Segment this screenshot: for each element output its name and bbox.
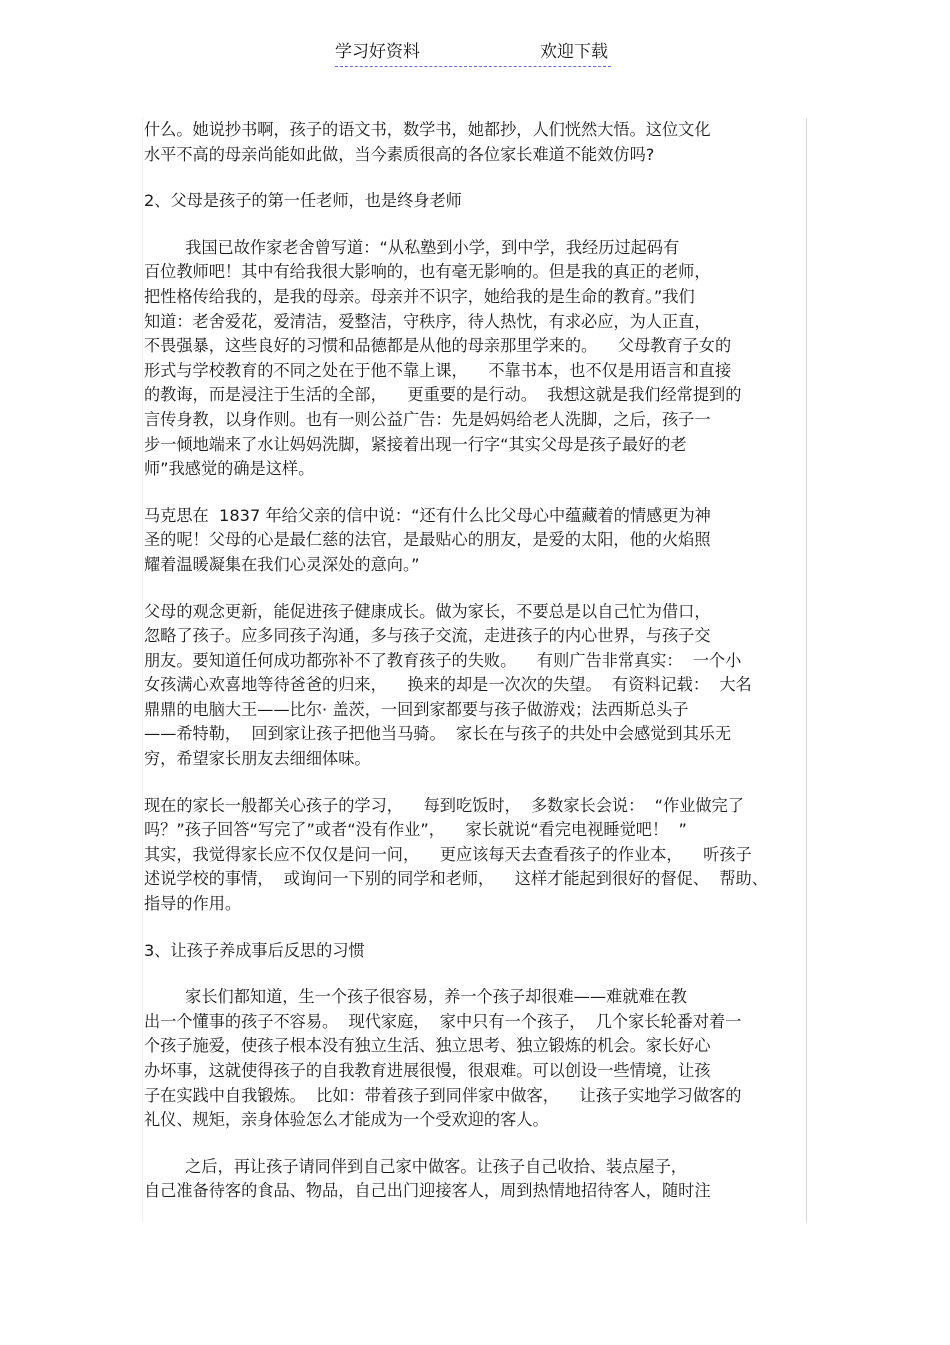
text-line: 百位教师吧！其中有给我很大影响的，也有毫无影响的。但是我的真正的老师， (144, 262, 711, 282)
right-margin-rule (806, 118, 807, 1223)
text-line: 知道：老舍爱花，爱清洁，爱整洁，守秩序，待人热忱，有求必应，为人正直， (144, 311, 711, 331)
text-line: 其实，我觉得家长应不仅仅是问一问， 更应该每天去查看孩子的作业本， 听孩子 (144, 844, 752, 864)
text-line: 形式与学校教育的不同之处在于他不靠上课， 不靠书本，也不仅是用语言和直接 (144, 360, 732, 380)
text-line: 吗？”孩子回答“写完了”或者“没有作业”， 家长就说“看完电视睡觉吧！ ” (144, 820, 687, 840)
text-line: 指导的作用。 (144, 894, 242, 914)
text-line: ——希特勒， 回到家让孩子把他当马骑。 家长在与孩子的共处中会感觉到其乐无 (144, 724, 732, 744)
text-line: 耀着温暖凝集在我们心灵深处的意向。” (144, 554, 420, 574)
text-line: 个孩子施爱，使孩子根本没有独立生活、独立思考、独立锻炼的机会。家长好心 (144, 1036, 711, 1056)
text-line: 之后，再让孩子请同伴到自己家中做客。让孩子自己收拾、装点屋子， (144, 1156, 687, 1176)
page-header (335, 40, 611, 67)
text-line: 自己准备待客的食品、物品，自己出门迎接客人，周到热情地招待客人，随时注 (144, 1181, 711, 1201)
text-line: 家长们都知道，生一个孩子很容易，养一个孩子却很难——难就难在教 (144, 987, 687, 1007)
text-line: 马克思在 1837 年给父亲的信中说：“还有什么比父母心中蕴藏着的情感更为神 (144, 505, 711, 525)
text-line: 言传身教，以身作则。也有一则公益广告：先是妈妈给老人洗脚，之后，孩子一 (144, 409, 711, 429)
text-line: 父母的观念更新，能促进孩子健康成长。做为家长，不要总是以自己忙为借口， (144, 601, 711, 621)
text-line: 什么。她说抄书啊，孩子的语文书，数学书，她都抄，人们恍然大悟。这位文化 (144, 120, 711, 139)
text-line: 圣的呢！父母的心是最仁慈的法官，是最贴心的朋友，是爱的太阳，他的火焰照 (144, 530, 711, 550)
text-line: 子在实践中自我锻炼。 比如：带着孩子到同伴家中做客， 让孩子实地学习做客的 (144, 1085, 742, 1105)
text-line: 不畏强暴，这些良好的习惯和品德都是从他的母亲那里学来的。 父母教育子女的 (144, 336, 732, 356)
text-line: 的教诲，而是浸注于生活的全部， 更重要的是行动。 我想这就是我们经常提到的 (144, 385, 742, 405)
text-line: 步一倾地端来了水让妈妈洗脚，紧接着出现一行字“其实父母是孩子最好的老 (144, 434, 687, 454)
header-right-text: 欢迎下载 (540, 42, 608, 62)
section-heading-2: 2、父母是孩子的第一任老师，也是终身老师 (144, 191, 462, 211)
text-line: 述说学校的事情， 或询问一下别的同学和老师， 这样才能起到很好的督促、 帮助、 (144, 869, 768, 889)
document-body (144, 118, 806, 1204)
text-line: 女孩满心欢喜地等待爸爸的归来， 换来的却是一次次的失望。 有资料记载： 大名 (144, 675, 752, 695)
text-line: 穷，希望家长朋友去细细体味。 (144, 749, 371, 769)
text-line: 鼎鼎的电脑大王——比尔· 盖茨，一回到家都要与孩子做游戏；法西斯总头子 (144, 699, 689, 719)
text-line: 办坏事，这就使得孩子的自我教育进展很慢，很艰难。可以创设一些情境，让孩 (144, 1061, 711, 1080)
section-heading-3: 3、让孩子养成事后反思的习惯 (144, 940, 365, 960)
text-line: 礼仪、规矩，亲身体验怎么才能成为一个受欢迎的客人。 (144, 1110, 549, 1130)
text-line: 现在的家长一般都关心孩子的学习， 每到吃饭时， 多数家长会说： “作业做完了 (144, 795, 744, 815)
text-line: 把性格传给我的，是我的母亲。母亲并不识字，她给我的是生命的教育。”我们 (144, 286, 695, 306)
text-line: 出一个懂事的孩子不容易。 现代家庭， 家中只有一个孩子， 几个家长轮番对着一 (144, 1011, 742, 1031)
left-margin-rule (142, 118, 143, 1223)
text-line: 水平不高的母亲尚能如此做，当今素质很高的各位家长难道不能效仿吗? (144, 144, 655, 164)
text-line: 朋友。要知道任何成功都弥补不了教育孩子的失败。 有则广告非常真实： 一个小 (144, 650, 742, 670)
text-line: 师”我感觉的确是这样。 (144, 459, 315, 479)
header-left-text: 学习好资料 (335, 42, 420, 62)
text-line: 忽略了孩子。应多同孩子沟通，多与孩子交流，走进孩子的内心世界，与孩子交 (144, 626, 711, 646)
text-line: 我国已故作家老舍曾写道：“从私塾到小学，到中学，我经历过起码有 (144, 237, 680, 257)
